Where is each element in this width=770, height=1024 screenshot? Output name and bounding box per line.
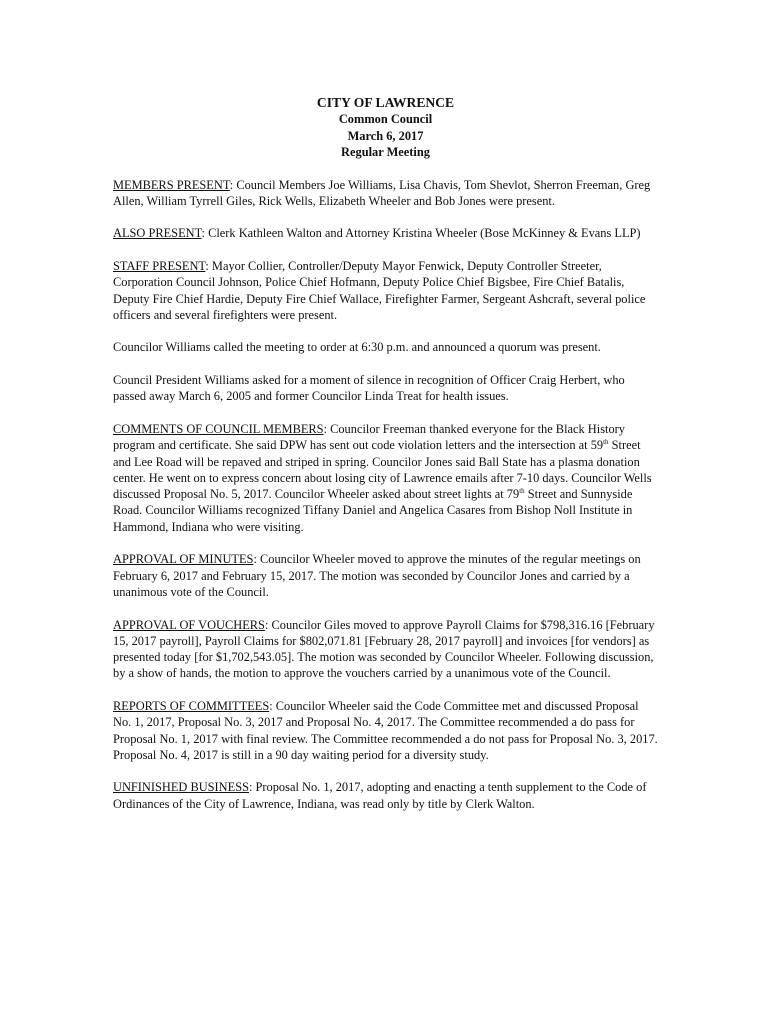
comments-text-1: : Councilor Freeman thanked everyone for the Black History program and certificate. She said DPW has sent out code violation letters and the intersection at 59 [113,421,625,453]
members-present-label: MEMBERS PRESENT [113,177,230,192]
members-present-paragraph [113,177,658,210]
moment-of-silence-paragraph: Council President Williams asked for a moment of silence in recognition of Officer Craig Herbert, who passed away March 6, 2005 and former Councilor Linda Treat for health issues. [113,373,625,404]
approval-minutes-paragraph [113,551,658,600]
unfinished-business-label: UNFINISHED BUSINESS [113,780,249,795]
members-present-text: : Council Members Joe Williams, Lisa Chavis, Tom Shevlot, Sherron Freeman, Greg Allen, William Tyrrell Giles, Rick Wells, Elizabeth Wheeler and Bob Jones were present. [113,177,651,208]
comments-label: COMMENTS OF COUNCIL MEMBERS [113,421,324,436]
approval-vouchers-label: APPROVAL OF VOUCHERS [113,617,265,632]
reports-committees-text: : Councilor Wheeler said the Code Committee met and discussed Proposal No. 1, 2017, Proposal No. 3, 2017 and Proposal No. 4, 2017. The Committee recommended a do pass for Proposal No. 1, 2017 with final review. The Committee recommended a do not pass for Proposal No. 3, 2017. Proposal No. 4, 2017 is still in a 90 day waiting period for a diversity study. [113,699,658,762]
staff-present-label: STAFF PRESENT [113,258,206,273]
reports-committees-paragraph [113,698,658,763]
also-present-text: : Clerk Kathleen Walton and Attorney Kristina Wheeler (Bose McKinney & Evans LLP) [201,226,641,241]
comments-superscript-1: th [603,438,609,447]
unfinished-business-text: : Proposal No. 1, 2017, adopting and enacting a tenth supplement to the Code of Ordinances of the City of Lawrence, Indiana, was read only by title by Clerk Walton. [113,780,647,811]
document-header [113,94,658,161]
staff-present-text: : Mayor Collier, Controller/Deputy Mayor Fenwick, Deputy Controller Streeter, Corporation Council Johnson, Police Chief Hofmann, Deputy Police Chief Bigsbee, Fire Chief Batalis, Deputy Fire Chief Hardie, Deputy Fire Chief Wallace, Firefighter Farmer, Sergeant Ashcraft, several police officers and several firefighters were present. [113,258,646,322]
city-title: CITY OF LAWRENCE [316,95,455,110]
also-present-paragraph [113,225,658,241]
approval-minutes-label: APPROVAL OF MINUTES [113,552,254,567]
comments-superscript-2: th [519,487,525,496]
approval-vouchers-text: : Councilor Giles moved to approve Payroll Claims for $798,316.16 [February 15, 2017 payroll], Payroll Claims for $802,071.81 [February 28, 2017 payroll] and invoices [for vendors] as presented today [for $1,702,543.05]. The motion was seconded by Councilor Wheeler. Following discussion, by a show of hands, the motion to approve the vouchers carried by a unanimous vote of the Council. [113,617,655,681]
meeting-date: March 6, 2017 [347,128,424,143]
council-name: Common Council [338,112,433,126]
approval-minutes-text: : Councilor Wheeler moved to approve the minutes of the regular meetings on February 6, 2017 and February 15, 2017. The motion was seconded by Councilor Jones and carried by a unanimous vote of the Council. [113,552,641,599]
call-to-order-paragraph: Councilor Williams called the meeting to order at 6:30 p.m. and announced a quorum was present. [113,340,601,355]
reports-committees-label: REPORTS OF COMMITTEES [113,699,270,713]
staff-present-paragraph [113,258,658,323]
comments-text-3: Street and Sunnyside Road. Councilor Williams recognized Tiffany Daniel and Angelica Casares from Bishop Noll Institute in Hammond, Indiana who were visiting. [113,487,633,534]
unfinished-business-paragraph [113,779,658,812]
approval-vouchers-paragraph [113,617,658,682]
comments-text-2: Street and Lee Road will be repaved and striped in spring. Councilor Jones said Ball State has a plasma donation center. He went on to express concern about losing city of Lawrence emails after 7-10 days. Councilor Wells discussed Proposal No. 5, 2017. Councilor Wheeler asked about street lights at 79 [113,438,652,502]
meeting-type: Regular Meeting [341,145,430,159]
also-present-label: ALSO PRESENT [113,226,202,241]
document-page [113,94,658,828]
comments-paragraph [113,421,658,535]
